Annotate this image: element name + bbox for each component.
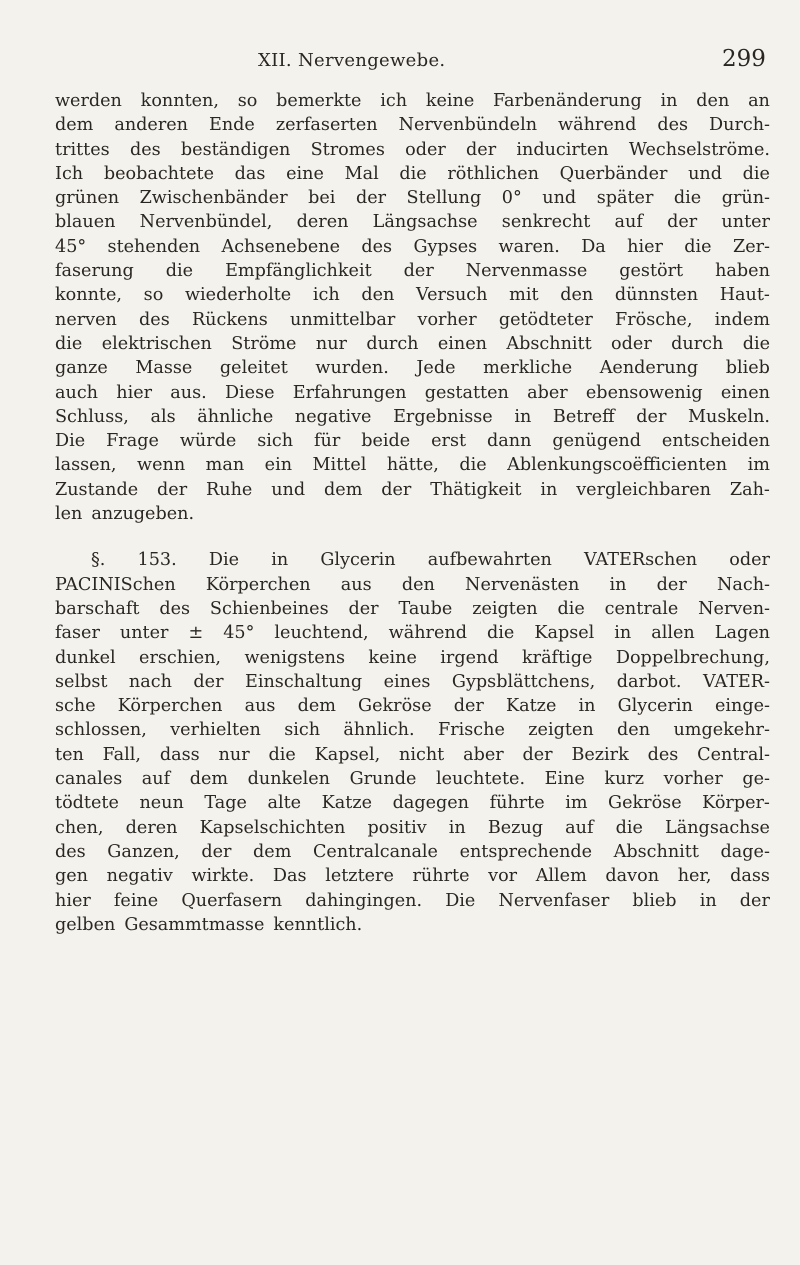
body-text: [55, 89, 770, 937]
text-line: trittes des beständigen Stromes oder der inducirten Wechselströme.: [55, 139, 770, 160]
text-line: barschaft des Schienbeines der Taube zeigten die centrale Nerven-: [55, 598, 770, 619]
text-line: schlossen, verhielten sich ähnlich. Frische zeigten den umgekehr-: [55, 720, 770, 741]
text-line: dunkel erschien, wenigstens keine irgend kräftige Doppelbrechung,: [55, 647, 770, 668]
text-line: Ich beobachtete das eine Mal die röthlichen Querbänder und die: [55, 163, 770, 184]
text-line: hier feine Querfasern dahingingen. Die Nervenfaser blieb in der: [55, 890, 770, 911]
page-number: 299: [722, 46, 766, 72]
text-line: faser unter ± 45° leuchtend, während die Kapsel in allen Lagen: [55, 623, 770, 644]
text-line: lassen, wenn man ein Mittel hätte, die Ablenkungscoëfficienten im: [55, 455, 770, 476]
paragraph-2: [55, 548, 770, 937]
text-line: gelben Gesammtmasse kenntlich.: [55, 914, 363, 935]
text-line: chen, deren Kapselschichten positiv in Bezug auf die Längsachse: [55, 817, 770, 838]
text-line: dem anderen Ende zerfaserten Nervenbündeln während des Durch-: [55, 115, 770, 136]
text-line: nerven des Rückens unmittelbar vorher getödteter Frösche, indem: [55, 309, 770, 330]
text-line: ganze Masse geleitet wurden. Jede merkliche Aenderung blieb: [55, 358, 770, 379]
text-line: §. 153. Die in Glycerin aufbewahrten VATERschen oder: [91, 550, 770, 571]
paragraph-gap: [55, 526, 770, 548]
text-line: des Ganzen, der dem Centralcanale entsprechende Abschnitt dage-: [55, 841, 770, 862]
text-line: konnte, so wiederholte ich den Versuch mit den dünnsten Haut-: [55, 285, 770, 306]
text-line: len anzugeben.: [55, 504, 195, 525]
text-line: blauen Nervenbündel, deren Längsachse senkrecht auf der unter: [55, 212, 770, 233]
text-line: auch hier aus. Diese Erfahrungen gestatten aber ebensowenig einen: [55, 382, 770, 403]
text-line: faserung die Empfänglichkeit der Nervenmasse gestört haben: [55, 261, 770, 282]
text-line: ten Fall, dass nur die Kapsel, nicht aber der Bezirk des Central-: [55, 744, 770, 765]
paragraph-1: [55, 89, 770, 526]
page-header: [0, 46, 800, 76]
text-line: canales auf dem dunkelen Grunde leuchtete. Eine kurz vorher ge-: [55, 769, 770, 790]
text-line: die elektrischen Ströme nur durch einen Abschnitt oder durch die: [55, 333, 770, 354]
text-line: PACINISchen Körperchen aus den Nervenästen in der Nach-: [55, 574, 770, 595]
text-line: werden konnten, so bemerkte ich keine Farbenänderung in den an: [55, 91, 770, 111]
text-line: tödtete neun Tage alte Katze dagegen führte im Gekröse Körper-: [55, 793, 770, 814]
running-head: XII. Nervengewebe.: [258, 50, 446, 71]
text-line: Die Frage würde sich für beide erst dann genügend entscheiden: [55, 431, 770, 452]
text-line: Schluss, als ähnliche negative Ergebnisse in Betreff der Muskeln.: [55, 406, 770, 427]
text-line: grünen Zwischenbänder bei der Stellung 0° und später die grün-: [55, 188, 770, 209]
text-line: Zustande der Ruhe und dem der Thätigkeit in vergleichbaren Zah-: [55, 479, 770, 500]
text-line: 45° stehenden Achsenebene des Gypses waren. Da hier die Zer-: [55, 236, 770, 257]
text-line: sche Körperchen aus dem Gekröse der Katze in Glycerin einge-: [55, 696, 770, 717]
text-line: selbst nach der Einschaltung eines Gypsblättchens, darbot. VATER-: [55, 671, 770, 692]
text-line: gen negativ wirkte. Das letztere rührte vor Allem davon her, dass: [55, 866, 770, 887]
